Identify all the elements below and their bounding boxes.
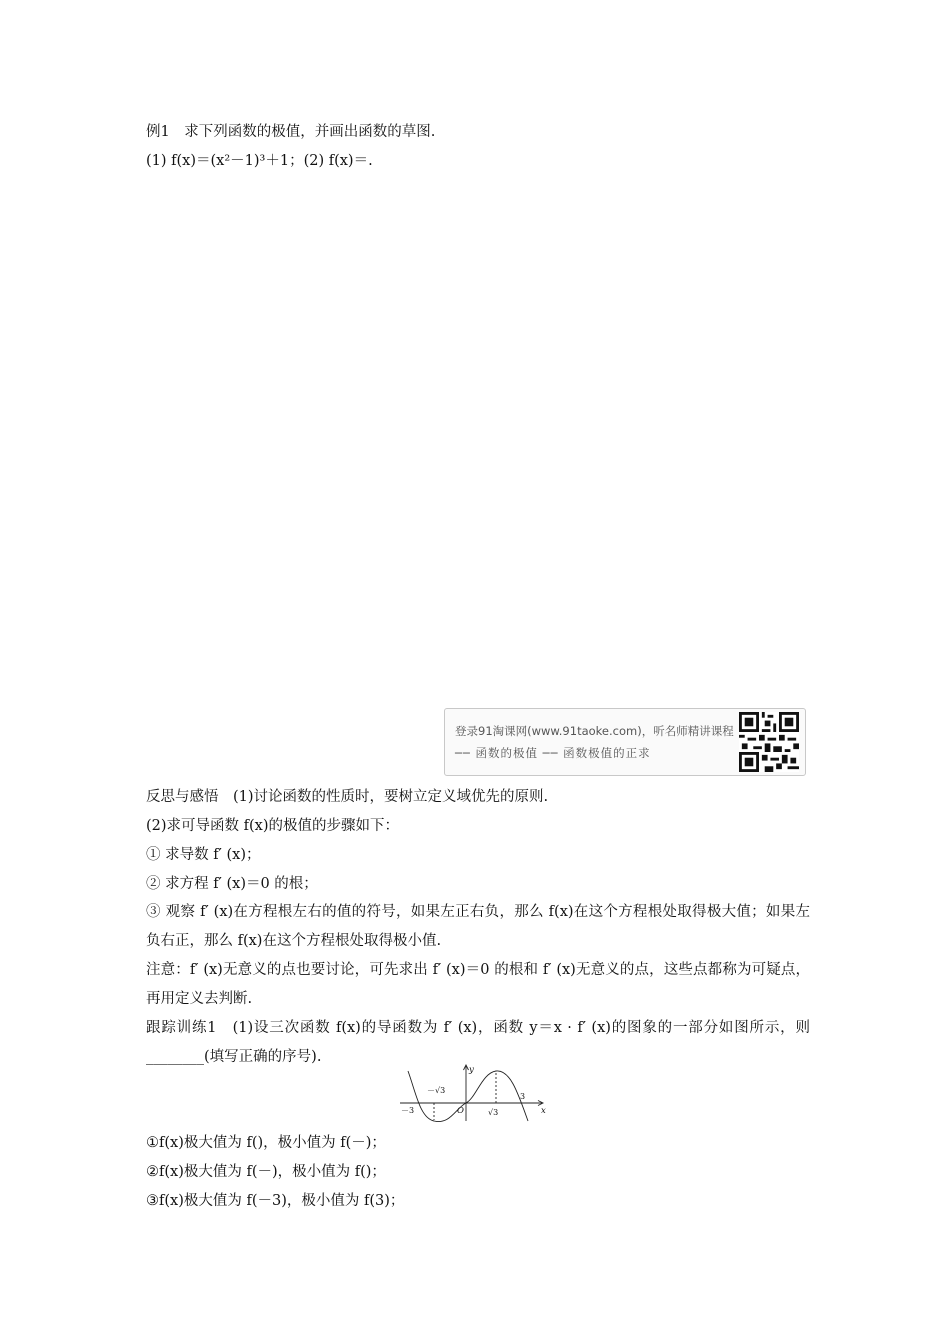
neg3-label: －3	[401, 1106, 415, 1115]
option-3: ③f(x)极大值为 f(－3)，极小值为 f(3)；	[146, 1193, 405, 1209]
curve	[408, 1071, 528, 1122]
y-axis-label: y	[469, 1065, 474, 1075]
reflection-note: 注意：f′ (x)无意义的点也要讨论，可先求出 f′ (x)＝0 的根和 f′ (x)无意义的点，这些点都称为可疑点，再用定义去判断.	[146, 962, 810, 1007]
training-intro: 跟踪训练1 (1)设三次函数 f(x)的导函数为 f′ (x)，函数 y＝x · f′ (x)的图象的一部分如图所示，则________(填写正确的序号).	[146, 1020, 810, 1065]
qr-code-icon[interactable]	[739, 712, 799, 772]
reflection-p1: 反思与感悟 (1)讨论函数的性质时，要树立定义域优先的原则.	[146, 789, 549, 805]
pos-sqrt3-label: √3	[488, 1108, 499, 1117]
origin-label: O	[457, 1106, 464, 1116]
pos3-label: 3	[520, 1092, 526, 1101]
course-banner[interactable]	[444, 708, 806, 776]
example-title: 例1 求下列函数的极值，并画出函数的草图.	[146, 124, 436, 140]
example-parts: (1) f(x)＝(x²－1)³＋1；(2) f(x)＝.	[146, 153, 373, 169]
banner-line-2: ── 函数的极值 ── 函数极值的正求	[455, 746, 651, 760]
banner-line-1: 登录91淘课网(www.91taoke.com)，听名师精讲课程	[455, 724, 734, 738]
option-2: ②f(x)极大值为 f(－)，极小值为 f()；	[146, 1164, 386, 1180]
derivative-product-graph	[398, 1063, 550, 1123]
neg-sqrt3-label: －√3	[427, 1086, 446, 1095]
reflection-p2: (2)求可导函数 f(x)的极值的步骤如下：	[146, 818, 400, 834]
reflection-step-2: ② 求方程 f′ (x)＝0 的根；	[146, 876, 318, 892]
reflection-step-1: ① 求导数 f′ (x)；	[146, 847, 261, 863]
reflection-step-3: ③ 观察 f′ (x)在方程根左右的值的符号，如果左正右负，那么 f(x)在这个方程根处取得极大值；如果左负右正，那么 f(x)在这个方程根处取得极小值.	[146, 904, 810, 949]
x-axis-label: x	[541, 1106, 546, 1116]
option-1: ①f(x)极大值为 f()，极小值为 f(－)；	[146, 1135, 386, 1151]
